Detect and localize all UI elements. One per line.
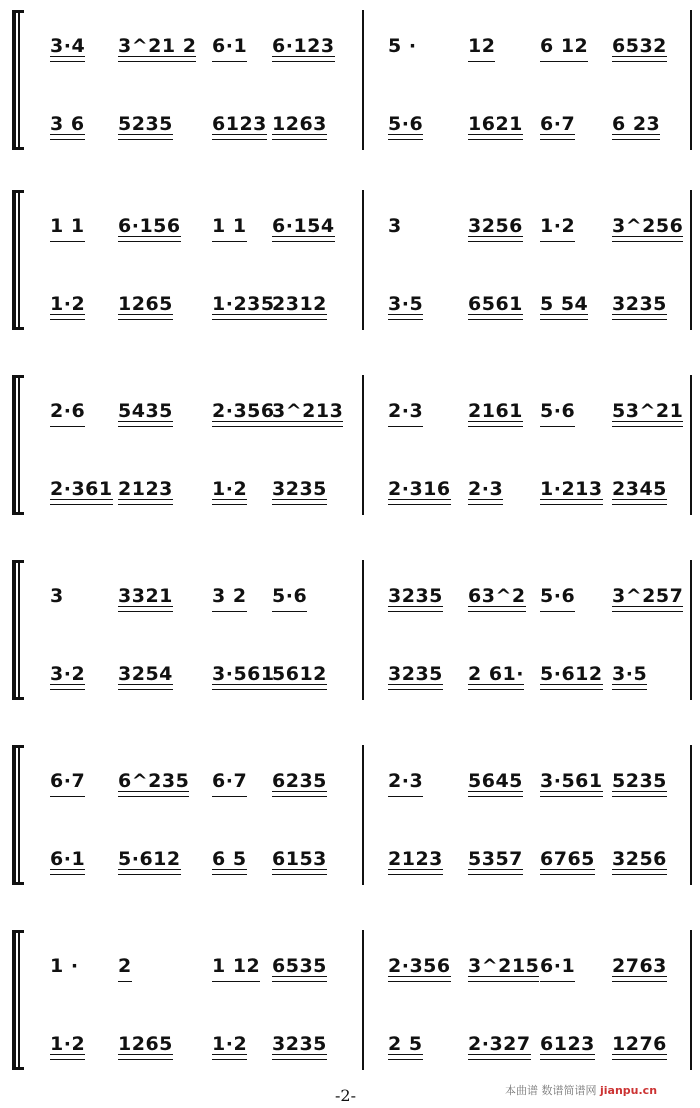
note-group: 2123 — [118, 478, 173, 500]
note-group: 6·156 — [118, 215, 181, 237]
note-group: 3256 — [612, 848, 667, 870]
note-group: 3^257 — [612, 585, 684, 607]
note-group: 6123 — [212, 113, 267, 135]
note-group: 1·2 — [212, 1033, 248, 1055]
note-group: 2161 — [468, 400, 523, 422]
note-group: 2·361 — [50, 478, 113, 500]
note-group: 2·327 — [468, 1033, 531, 1055]
note-group: 3·2 — [50, 663, 86, 685]
note-group: 3^215 — [468, 955, 540, 977]
note-group: 3235 — [272, 478, 327, 500]
note-group: 6 12 — [540, 35, 589, 57]
upper-part — [0, 577, 700, 617]
note-group: 6535 — [272, 955, 327, 977]
note-group: 5235 — [118, 113, 173, 135]
lower-part — [0, 655, 700, 695]
note-group: 12 — [468, 35, 496, 57]
note-group: 3·561 — [212, 663, 275, 685]
note-group: 5 54 — [540, 293, 589, 315]
note-group: 3256 — [468, 215, 523, 237]
upper-part — [0, 947, 700, 987]
note-group: 5 · — [388, 35, 417, 57]
lower-part — [0, 285, 700, 325]
note-group: 6 23 — [612, 113, 661, 135]
note-group: 1 1 — [50, 215, 85, 237]
note-group: 63^2 — [468, 585, 526, 607]
bracket-hook — [12, 930, 24, 933]
note-group: 2 61· — [468, 663, 524, 685]
watermark-text: 本曲谱 数谱简谱网 — [505, 1084, 597, 1097]
note-group: 2·3 — [388, 400, 424, 422]
note-group: 1·2 — [50, 293, 86, 315]
page-number: -2- — [335, 1086, 356, 1105]
note-group: 1 · — [50, 955, 79, 977]
score-system — [0, 555, 700, 705]
bracket-hook — [12, 745, 24, 748]
note-group: 3^256 — [612, 215, 684, 237]
bracket-hook — [12, 375, 24, 378]
note-group: 6235 — [272, 770, 327, 792]
note-group: 6·7 — [540, 113, 576, 135]
note-group: 6·7 — [212, 770, 248, 792]
upper-part — [0, 762, 700, 802]
note-group: 6^235 — [118, 770, 190, 792]
note-group: 6123 — [540, 1033, 595, 1055]
note-group: 1·235 — [212, 293, 275, 315]
note-group: 1 1 — [212, 215, 247, 237]
note-group: 3·561 — [540, 770, 603, 792]
note-group: 6765 — [540, 848, 595, 870]
note-group: 2763 — [612, 955, 667, 977]
note-group: 3235 — [388, 585, 443, 607]
bracket-hook — [12, 512, 24, 515]
note-group: 5·6 — [540, 400, 576, 422]
bracket-hook — [12, 882, 24, 885]
note-group: 1276 — [612, 1033, 667, 1055]
note-group: 6 5 — [212, 848, 247, 870]
note-group: 1263 — [272, 113, 327, 135]
note-group: 5357 — [468, 848, 523, 870]
bracket-hook — [12, 190, 24, 193]
note-group: 3^21 2 — [118, 35, 197, 57]
note-group: 3254 — [118, 663, 173, 685]
note-group: 5·6 — [272, 585, 308, 607]
note-group: 1·2 — [212, 478, 248, 500]
note-group: 3235 — [612, 293, 667, 315]
note-group: 5435 — [118, 400, 173, 422]
note-group: 5612 — [272, 663, 327, 685]
note-group: 2345 — [612, 478, 667, 500]
note-group: 3 — [50, 585, 64, 607]
note-group: 5·6 — [388, 113, 424, 135]
note-group: 6532 — [612, 35, 667, 57]
note-group: 3 — [388, 215, 402, 237]
note-group: 3321 — [118, 585, 173, 607]
note-group: 2123 — [388, 848, 443, 870]
note-group: 53^21 — [612, 400, 684, 422]
note-group: 2·6 — [50, 400, 86, 422]
note-group: 1·213 — [540, 478, 603, 500]
upper-part — [0, 392, 700, 432]
note-group: 1 12 — [212, 955, 261, 977]
note-group: 2 — [118, 955, 132, 977]
note-group: 5235 — [612, 770, 667, 792]
note-group: 3 2 — [212, 585, 247, 607]
lower-part — [0, 840, 700, 880]
note-group: 1265 — [118, 1033, 173, 1055]
score-system — [0, 370, 700, 520]
note-group: 5·6 — [540, 585, 576, 607]
bracket-hook — [12, 697, 24, 700]
score-system — [0, 185, 700, 335]
note-group: 3^213 — [272, 400, 344, 422]
note-group: 2 5 — [388, 1033, 423, 1055]
note-group: 3235 — [388, 663, 443, 685]
upper-part — [0, 27, 700, 67]
note-group: 5·612 — [540, 663, 603, 685]
note-group: 5645 — [468, 770, 523, 792]
note-group: 3·5 — [612, 663, 648, 685]
note-group: 5·612 — [118, 848, 181, 870]
score-system — [0, 740, 700, 890]
lower-part — [0, 470, 700, 510]
score-system — [0, 5, 700, 155]
note-group: 2·3 — [468, 478, 504, 500]
note-group: 3·5 — [388, 293, 424, 315]
note-group: 1265 — [118, 293, 173, 315]
bracket-hook — [12, 327, 24, 330]
note-group: 1621 — [468, 113, 523, 135]
note-group: 6561 — [468, 293, 523, 315]
note-group: 2·3 — [388, 770, 424, 792]
bracket-hook — [12, 560, 24, 563]
watermark-site: jianpu.cn — [600, 1084, 658, 1097]
note-group: 6·1 — [540, 955, 576, 977]
lower-part — [0, 1025, 700, 1065]
note-group: 2312 — [272, 293, 327, 315]
note-group: 6·154 — [272, 215, 335, 237]
note-group: 6·123 — [272, 35, 335, 57]
note-group: 1·2 — [50, 1033, 86, 1055]
bracket-hook — [12, 147, 24, 150]
note-group: 2·356 — [388, 955, 451, 977]
note-group: 2·356 — [212, 400, 275, 422]
note-group: 3235 — [272, 1033, 327, 1055]
watermark — [505, 1082, 657, 1098]
note-group: 2·316 — [388, 478, 451, 500]
note-group: 6·7 — [50, 770, 86, 792]
upper-part — [0, 207, 700, 247]
bracket-hook — [12, 10, 24, 13]
note-group: 6·1 — [50, 848, 86, 870]
note-group: 3·4 — [50, 35, 86, 57]
note-group: 6153 — [272, 848, 327, 870]
note-group: 6·1 — [212, 35, 248, 57]
note-group: 1·2 — [540, 215, 576, 237]
note-group: 3 6 — [50, 113, 85, 135]
score-system — [0, 925, 700, 1075]
lower-part — [0, 105, 700, 145]
bracket-hook — [12, 1067, 24, 1070]
